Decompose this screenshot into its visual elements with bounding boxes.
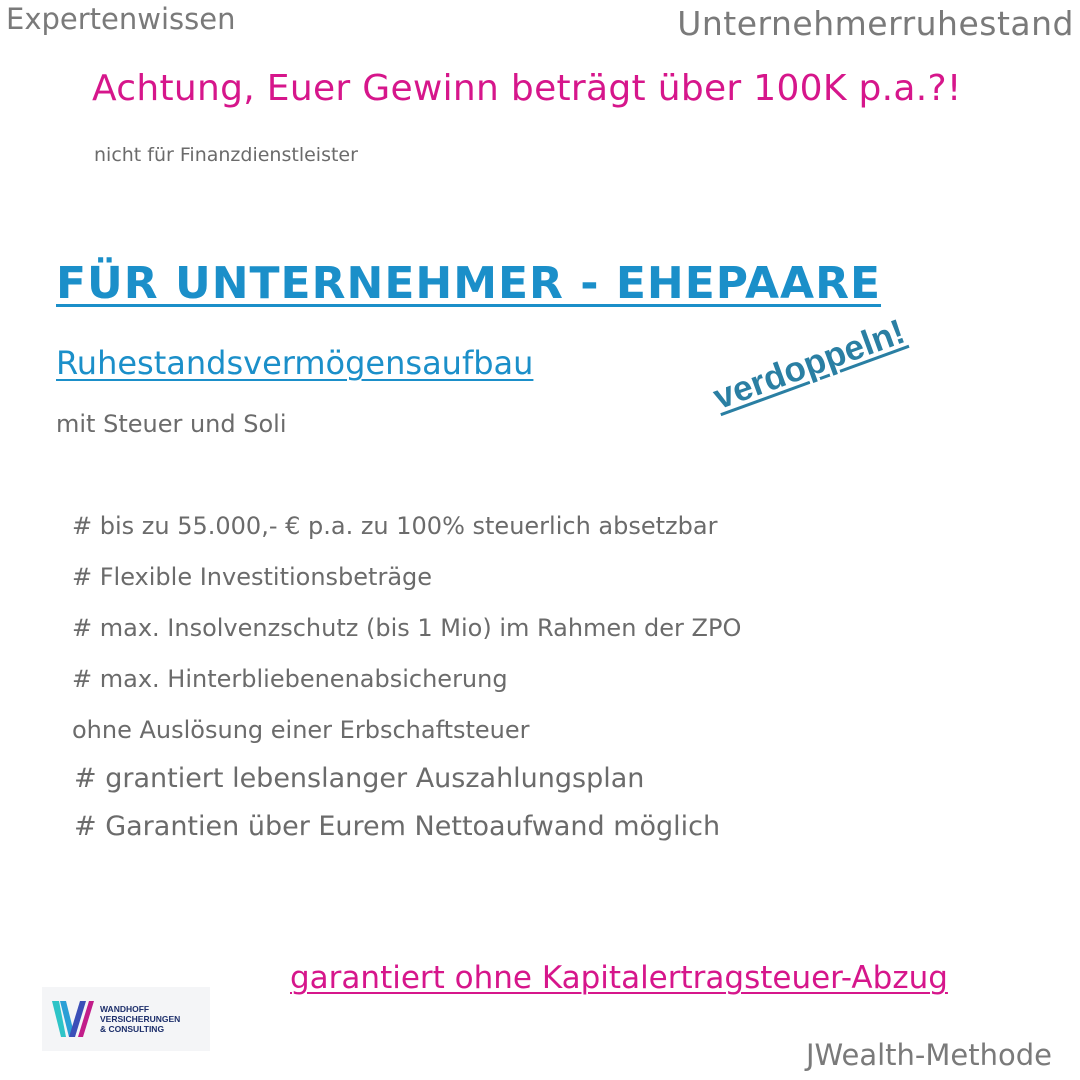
logo-wordmark bbox=[100, 1004, 180, 1034]
feature-item: # bis zu 55.000,- € p.a. zu 100% steuerlich absetzbar bbox=[72, 512, 718, 540]
feature-item: # max. Hinterbliebenenabsicherung bbox=[72, 665, 508, 693]
audience-note: nicht für Finanzdienstleister bbox=[94, 144, 358, 166]
company-logo bbox=[42, 987, 210, 1051]
tagline: mit Steuer und Soli bbox=[56, 410, 287, 438]
verdoppeln-stamp: verdoppeln! bbox=[708, 311, 910, 418]
headline: Achtung, Euer Gewinn beträgt über 100K p.a.?! bbox=[92, 68, 962, 109]
page-title: FÜR UNTERNEHMER - EHEPAARE bbox=[56, 258, 882, 309]
footer-link[interactable]: garantiert ohne Kapitalertragsteuer-Abzug bbox=[290, 960, 948, 996]
logo-line: VERSICHERUNGEN bbox=[100, 1014, 181, 1024]
subtitle-link[interactable]: Ruhestandsvermögensaufbau bbox=[56, 344, 534, 382]
logo-line: & CONSULTING bbox=[100, 1024, 165, 1034]
w-logo-icon bbox=[50, 999, 96, 1039]
feature-item: # grantiert lebenslanger Auszahlungsplan bbox=[74, 763, 645, 794]
category-label: Expertenwissen bbox=[6, 2, 236, 36]
topic-label: Unternehmerruhestand bbox=[677, 4, 1074, 43]
logo-line: WANDHOFF bbox=[100, 1004, 150, 1014]
method-label: JWealth-Methode bbox=[805, 1038, 1052, 1072]
feature-item-continuation: ohne Auslösung einer Erbschaftsteuer bbox=[72, 716, 530, 744]
feature-item: # Flexible Investitionsbeträge bbox=[72, 563, 433, 591]
feature-item: # max. Insolvenzschutz (bis 1 Mio) im Rahmen der ZPO bbox=[72, 614, 742, 642]
feature-item: # Garantien über Eurem Nettoaufwand möglich bbox=[74, 811, 721, 842]
